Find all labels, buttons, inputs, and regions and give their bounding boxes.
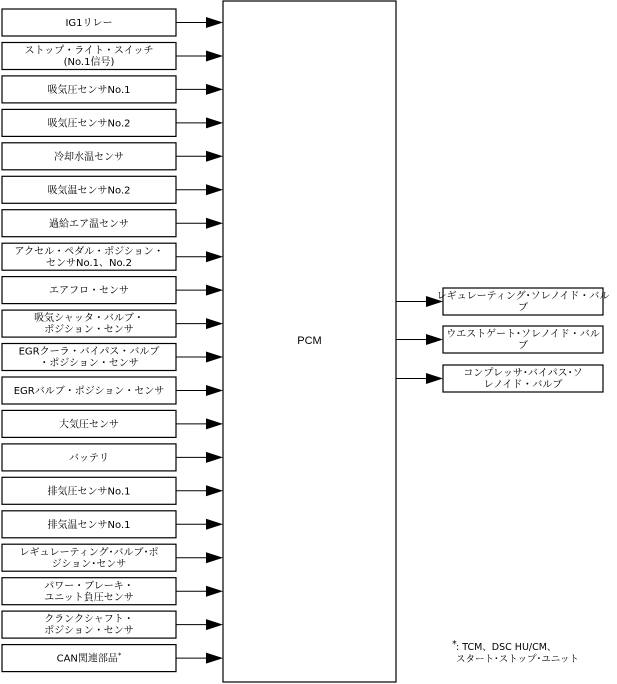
input-label-19-line-1: クランクシャフト・ <box>44 614 134 626</box>
output-label-3-line-1: コンプレッサ･バイパス･ソ <box>463 368 583 380</box>
input-label-17-line-2: ジション･センサ <box>51 558 127 570</box>
input-label-7-line-1: 過給エア温センサ <box>49 218 129 230</box>
input-arrowhead-14 <box>206 452 223 463</box>
input-label-20-line-1: CAN関連部品* <box>56 651 122 665</box>
input-label-13-line-1: 大気圧センサ <box>59 419 119 431</box>
input-arrowhead-8 <box>206 251 223 262</box>
input-arrowhead-11 <box>206 352 223 363</box>
output-label-2-line-1: ウエストゲート･ソレノイド・バル <box>446 329 600 341</box>
output-label-1-line-2: ブ <box>518 302 528 314</box>
output-arrowhead-2 <box>426 334 443 345</box>
input-label-9-line-1: エアフロ・センサ <box>49 285 129 297</box>
footnote-line-1: : TCM、DSC HU/CM、 <box>456 642 557 653</box>
input-label-11-line-1: EGRクーラ・バイパス・バルブ <box>18 346 160 358</box>
input-label-6-line-1: 吸気温センサNo.2 <box>47 185 131 197</box>
output-label-3-line-2: レノイド・バルブ <box>483 379 563 391</box>
input-label-8-line-2: センサNo.1、No.2 <box>46 257 132 269</box>
output-components <box>437 288 610 392</box>
input-arrowhead-19 <box>206 619 223 630</box>
input-label-19-line-2: ポジション・センサ <box>44 625 134 637</box>
input-label-18-line-2: ユニット負圧センサ <box>44 592 134 604</box>
input-label-18-line-1: パワー・ブレーキ・ <box>44 580 134 592</box>
input-arrowhead-12 <box>206 385 223 396</box>
footnote-line-2: スタート･ストップ･ユニット <box>456 654 579 665</box>
input-label-2-line-2: (No.1信号) <box>63 57 115 69</box>
input-label-4-line-1: 吸気圧センサNo.2 <box>47 118 131 130</box>
input-arrowhead-7 <box>206 218 223 229</box>
footnote-marker: * <box>452 639 457 650</box>
input-label-15-line-1: 排気圧センサNo.1 <box>47 486 131 498</box>
input-arrowhead-2 <box>206 51 223 62</box>
output-arrowhead-3 <box>426 373 443 384</box>
input-arrowhead-3 <box>206 84 223 95</box>
input-arrowhead-5 <box>206 151 223 162</box>
input-label-12-line-1: EGRバルブ・ポジション・センサ <box>13 386 165 398</box>
input-label-1-line-1: IG1リレー <box>65 18 113 30</box>
input-arrowhead-9 <box>206 285 223 296</box>
input-label-10-line-1: 吸気シャッタ・バルブ・ <box>34 313 144 325</box>
input-label-16-line-1: 排気温センサNo.1 <box>47 519 131 531</box>
input-components <box>2 9 176 672</box>
output-label-1-line-1: レギュレーティング･ソレノイド・バル <box>436 291 610 303</box>
input-label-17-line-1: レギュレーティング･バルブ･ポ <box>19 547 159 559</box>
input-arrowhead-20 <box>206 653 223 664</box>
input-arrowhead-6 <box>206 184 223 195</box>
input-label-3-line-1: 吸気圧センサNo.1 <box>47 85 131 96</box>
input-arrowhead-15 <box>206 485 223 496</box>
input-arrowhead-18 <box>206 586 223 597</box>
input-arrowhead-10 <box>206 318 223 329</box>
input-label-11-line-2: ・ポジション・センサ <box>39 358 139 370</box>
input-label-8-line-1: アクセル・ペダル・ポジション・ <box>14 246 164 258</box>
input-label-10-line-2: ポジション・センサ <box>44 324 134 336</box>
input-label-2-line-1: ストップ・ライト・スイッチ <box>24 45 154 57</box>
input-label-14-line-1: バッテリ <box>69 453 109 464</box>
input-arrowhead-17 <box>206 552 223 563</box>
input-arrowhead-16 <box>206 519 223 530</box>
footnote <box>452 639 579 665</box>
pcm-label: PCM <box>297 335 322 347</box>
input-arrowhead-4 <box>206 117 223 128</box>
input-label-5-line-1: 冷却水温センサ <box>54 151 124 163</box>
output-label-2-line-2: ブ <box>518 340 528 352</box>
input-marker-20: * <box>117 651 122 660</box>
input-arrowhead-1 <box>206 17 223 28</box>
input-arrowhead-13 <box>206 418 223 429</box>
